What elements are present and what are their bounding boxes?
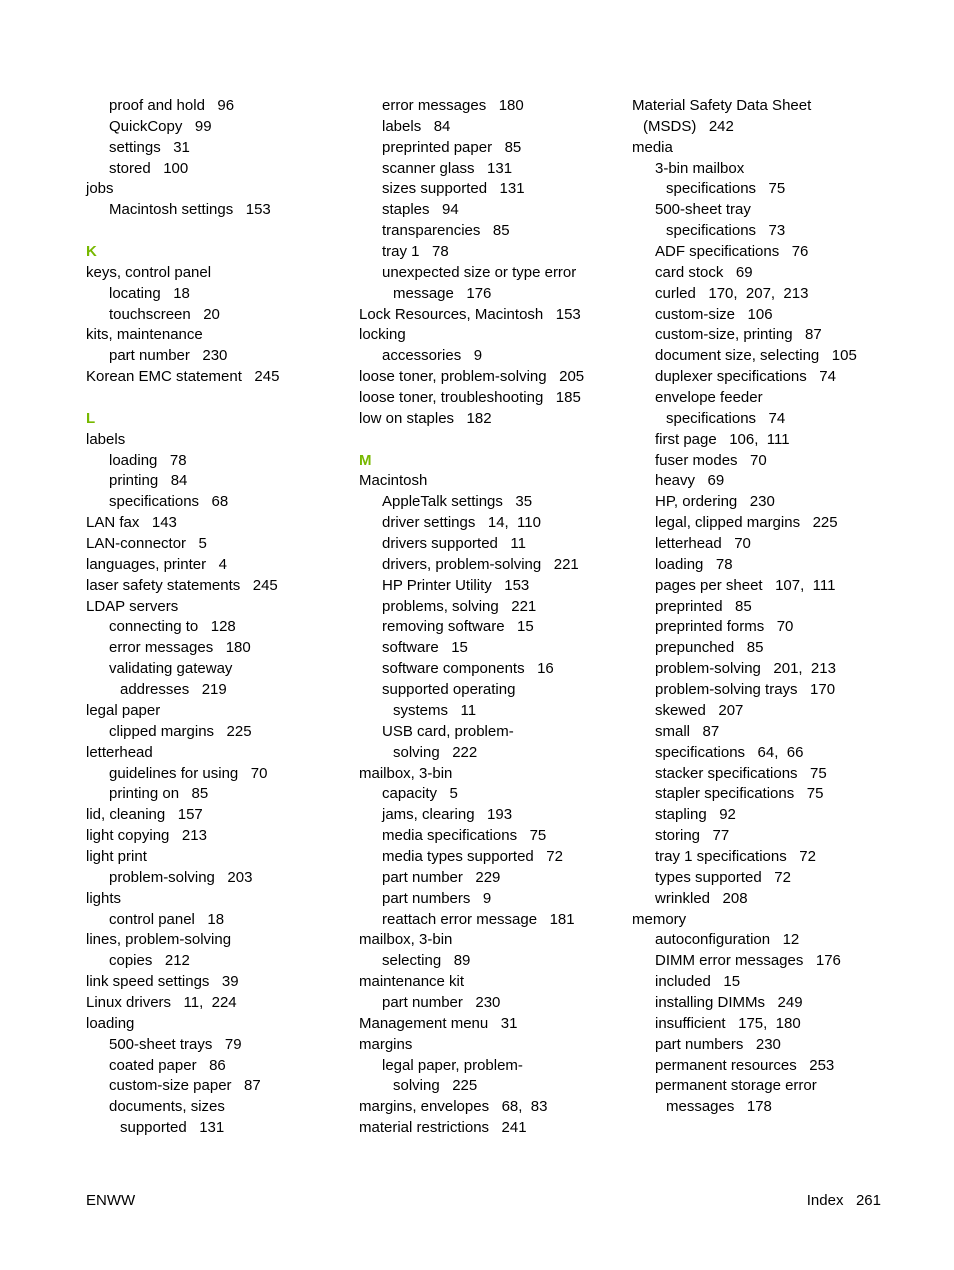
index-entry: printing on 85 xyxy=(109,785,209,803)
index-entry: labels 84 xyxy=(382,117,451,135)
index-entry: validating gateway xyxy=(109,660,233,678)
index-entry: custom-size paper 87 xyxy=(109,1077,261,1095)
index-entry: legal, clipped margins 225 xyxy=(655,514,838,532)
index-entry: messages 178 xyxy=(666,1098,772,1116)
index-entry: custom-size 106 xyxy=(655,305,773,323)
index-entry: card stock 69 xyxy=(655,263,753,281)
index-entry: envelope feeder xyxy=(655,389,763,407)
index-entry: lid, cleaning 157 xyxy=(86,806,203,824)
index-entry: supported 131 xyxy=(120,1119,225,1137)
index-entry: permanent resources 253 xyxy=(655,1056,835,1074)
index-letter-heading: K xyxy=(86,243,97,261)
index-entry: clipped margins 225 xyxy=(109,722,252,740)
footer-left: ENWW xyxy=(86,1192,136,1209)
index-entry: mailbox, 3-bin xyxy=(359,931,453,949)
index-entry: loading 78 xyxy=(109,451,187,469)
index-entry: (MSDS) 242 xyxy=(643,117,734,135)
index-entry: ADF specifications 76 xyxy=(655,243,809,261)
index-entry: transparencies 85 xyxy=(382,222,510,240)
index-entry: custom-size, printing 87 xyxy=(655,326,822,344)
index-entry: LAN fax 143 xyxy=(86,514,177,532)
index-entry: drivers, problem-solving 221 xyxy=(382,555,579,573)
index-entry: part number 229 xyxy=(382,868,501,886)
index-entry: USB card, problem- xyxy=(382,722,514,740)
index-entry: permanent storage error xyxy=(655,1077,817,1095)
index-column-3 xyxy=(632,96,892,1118)
index-entry: HP, ordering 230 xyxy=(655,493,775,511)
index-column-2 xyxy=(359,96,619,1139)
index-entry: capacity 5 xyxy=(382,785,458,803)
index-entry: letterhead 70 xyxy=(655,535,751,553)
index-entry: preprinted 85 xyxy=(655,597,752,615)
index-entry: 500-sheet trays 79 xyxy=(109,1035,242,1053)
index-entry: copies 212 xyxy=(109,952,190,970)
index-entry: Material Safety Data Sheet xyxy=(632,97,812,114)
index-entry: autoconfiguration 12 xyxy=(655,931,800,949)
index-entry: locking xyxy=(359,326,406,344)
index-entry: loading 78 xyxy=(655,555,733,573)
index-entry: drivers supported 11 xyxy=(382,535,526,553)
index-entry: part numbers 230 xyxy=(655,1035,781,1053)
index-entry: heavy 69 xyxy=(655,472,725,490)
index-entry: touchscreen 20 xyxy=(109,305,220,323)
index-entry: QuickCopy 99 xyxy=(109,117,212,135)
index-entry: Management menu 31 xyxy=(359,1014,518,1032)
index-entry: sizes supported 131 xyxy=(382,180,525,198)
index-entry: error messages 180 xyxy=(109,639,251,657)
index-entry: stapling 92 xyxy=(655,806,736,824)
index-entry: light print xyxy=(86,847,147,865)
index-entry: loose toner, troubleshooting 185 xyxy=(359,389,581,407)
index-column-1 xyxy=(86,96,346,1139)
index-entry: solving 225 xyxy=(393,1077,478,1095)
index-entry: control panel 18 xyxy=(109,910,225,928)
index-entry: Korean EMC statement 245 xyxy=(86,368,280,386)
index-entry: wrinkled 208 xyxy=(655,889,748,907)
index-entry: printing 84 xyxy=(109,472,188,490)
index-entry: staples 94 xyxy=(382,201,459,219)
index-entry: material restrictions 241 xyxy=(359,1119,527,1137)
index-entry: problem-solving 201, 213 xyxy=(655,660,836,678)
index-entry: LAN-connector 5 xyxy=(86,535,207,553)
index-entry: connecting to 128 xyxy=(109,618,236,636)
index-entry: prepunched 85 xyxy=(655,639,764,657)
index-entry: tray 1 78 xyxy=(382,243,449,261)
index-entry: scanner glass 131 xyxy=(382,159,513,177)
index-entry: software components 16 xyxy=(382,660,554,678)
index-entry: lights xyxy=(86,889,122,907)
index-entry: HP Printer Utility 153 xyxy=(382,576,530,594)
index-entry: Lock Resources, Macintosh 153 xyxy=(359,305,581,323)
index-entry: installing DIMMs 249 xyxy=(655,993,803,1011)
index-entry: included 15 xyxy=(655,973,741,991)
index-entry: margins, envelopes 68, 83 xyxy=(359,1098,548,1116)
index-entry: jobs xyxy=(86,180,114,198)
index-entry: storing 77 xyxy=(655,827,730,845)
index-entry: low on staples 182 xyxy=(359,409,492,427)
index-entry: specifications 64, 66 xyxy=(655,743,804,761)
index-letter-heading: M xyxy=(359,451,372,469)
index-entry: removing software 15 xyxy=(382,618,534,636)
index-entry: supported operating xyxy=(382,681,516,699)
index-entry: software 15 xyxy=(382,639,468,657)
index-entry: languages, printer 4 xyxy=(86,555,227,573)
index-entry: Linux drivers 11, 224 xyxy=(86,993,237,1011)
index-entry: problem-solving 203 xyxy=(109,868,253,886)
index-entry: unexpected size or type error xyxy=(382,263,577,281)
index-entry: problem-solving trays 170 xyxy=(655,681,836,699)
index-entry: documents, sizes xyxy=(109,1098,225,1116)
index-entry: margins xyxy=(359,1035,413,1053)
index-entry: error messages 180 xyxy=(382,97,524,114)
index-entry: Macintosh settings 153 xyxy=(109,201,271,219)
index-entry: driver settings 14, 110 xyxy=(382,514,541,532)
index-entry: DIMM error messages 176 xyxy=(655,952,841,970)
index-entry: legal paper, problem- xyxy=(382,1056,523,1074)
index-entry: labels xyxy=(86,430,126,448)
index-entry: letterhead xyxy=(86,743,153,761)
index-entry: systems 11 xyxy=(393,701,477,719)
index-entry: media xyxy=(632,138,673,156)
index-entry: legal paper xyxy=(86,701,161,719)
index-entry: reattach error message 181 xyxy=(382,910,575,928)
index-entry: duplexer specifications 74 xyxy=(655,368,836,386)
index-entry: accessories 9 xyxy=(382,347,483,365)
index-entry: specifications 75 xyxy=(666,180,786,198)
index-entry: tray 1 specifications 72 xyxy=(655,847,816,865)
index-entry: link speed settings 39 xyxy=(86,973,239,991)
index-entry: stapler specifications 75 xyxy=(655,785,824,803)
index-entry: preprinted paper 85 xyxy=(382,138,522,156)
index-letter-heading: L xyxy=(86,409,96,427)
index-entry: types supported 72 xyxy=(655,868,791,886)
index-entry: part number 230 xyxy=(109,347,228,365)
index-entry: problems, solving 221 xyxy=(382,597,537,615)
index-entry: specifications 68 xyxy=(109,493,229,511)
index-entry: insufficient 175, 180 xyxy=(655,1014,801,1032)
index-entry: Macintosh xyxy=(359,472,428,490)
index-entry: light copying 213 xyxy=(86,827,207,845)
index-entry: pages per sheet 107, 111 xyxy=(655,576,836,594)
index-entry: selecting 89 xyxy=(382,952,471,970)
index-entry: 500-sheet tray xyxy=(655,201,751,219)
index-entry: coated paper 86 xyxy=(109,1056,226,1074)
index-entry: fuser modes 70 xyxy=(655,451,767,469)
index-entry: AppleTalk settings 35 xyxy=(382,493,533,511)
index-entry: media specifications 75 xyxy=(382,827,547,845)
index-entry: LDAP servers xyxy=(86,597,179,615)
index-entry: memory xyxy=(632,910,687,928)
index-entry: small 87 xyxy=(655,722,720,740)
index-entry: lines, problem-solving xyxy=(86,931,232,949)
index-entry: jams, clearing 193 xyxy=(382,806,513,824)
index-entry: media types supported 72 xyxy=(382,847,563,865)
index-entry: curled 170, 207, 213 xyxy=(655,284,809,302)
index-entry: solving 222 xyxy=(393,743,478,761)
index-entry: addresses 219 xyxy=(120,681,227,699)
index-entry: preprinted forms 70 xyxy=(655,618,794,636)
index-entry: specifications 73 xyxy=(666,222,786,240)
index-entry: first page 106, 111 xyxy=(655,430,790,448)
index-entry: maintenance kit xyxy=(359,973,465,991)
index-entry: part number 230 xyxy=(382,993,501,1011)
index-entry: kits, maintenance xyxy=(86,326,203,344)
index-entry: 3-bin mailbox xyxy=(655,159,745,177)
index-entry: document size, selecting 105 xyxy=(655,347,857,365)
footer-page-number: Index 261 xyxy=(806,1192,881,1209)
index-entry: mailbox, 3-bin xyxy=(359,764,453,782)
index-entry: locating 18 xyxy=(109,284,190,302)
index-entry: message 176 xyxy=(393,284,492,302)
index-entry: laser safety statements 245 xyxy=(86,576,278,594)
index-entry: specifications 74 xyxy=(666,409,786,427)
index-entry: skewed 207 xyxy=(655,701,744,719)
index-entry: proof and hold 96 xyxy=(109,97,235,114)
index-entry: stored 100 xyxy=(109,159,189,177)
index-entry: settings 31 xyxy=(109,138,190,156)
index-entry: loose toner, problem-solving 205 xyxy=(359,368,585,386)
index-entry: stacker specifications 75 xyxy=(655,764,827,782)
index-entry: keys, control panel xyxy=(86,263,212,281)
index-entry: part numbers 9 xyxy=(382,889,492,907)
index-entry: guidelines for using 70 xyxy=(109,764,268,782)
index-entry: loading xyxy=(86,1014,135,1032)
